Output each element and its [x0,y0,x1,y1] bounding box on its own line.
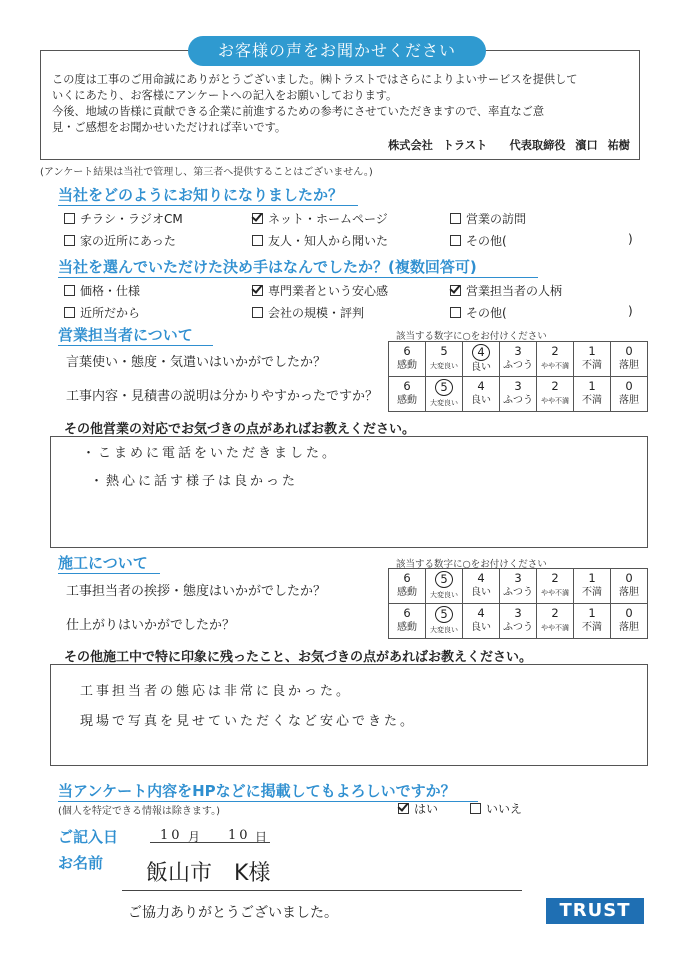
sales-comment-line: ・熱心に話す様子は良かった [90,474,299,489]
q2-heading: 当社を選んでいただけた決め手はなんでしたか？(複数回答可) [58,256,538,278]
sales-question: 工事内容・見積書の説明は分かりやすかったですか？ [66,389,379,404]
rating-number: 6 [403,379,411,393]
checkbox[interactable] [252,235,263,246]
sales-question: 言葉使い・態度・気遣いはいかがでしたか？ [66,355,327,370]
date-month-unit: 月 [188,830,201,844]
checkbox[interactable] [450,213,461,224]
checkbox-checked[interactable] [450,285,461,296]
selected-circle: 5 [435,571,453,588]
q1-option[interactable]: チラシ・ラジオCM [64,210,183,227]
rating-label: 不満 [582,587,602,598]
rating-caption: 該当する数字に○をお付けください [396,331,547,342]
rating-number: 1 [588,571,596,585]
rating-number: 2 [551,571,559,585]
checkbox-checked[interactable] [252,285,263,296]
rating-cell[interactable] [537,342,574,377]
q2-option[interactable]: 近所だから [64,304,140,321]
checkbox[interactable] [252,307,263,318]
rating-cell[interactable] [574,604,611,639]
rating-number: 6 [403,344,411,358]
rating-label: 大変良い [430,626,458,634]
rating-cell[interactable] [500,377,537,412]
rating-number [463,342,499,361]
date-day[interactable]: 10 [228,828,251,843]
q1-option[interactable]: 家の近所にあった [64,232,176,249]
sales-heading: 営業担当者について [58,324,213,346]
rating-label: ふつう [503,587,533,598]
signature: 株式会社 トラスト 代表取締役 濱口 祐樹 [388,139,630,152]
rating-number: 4 [477,571,485,585]
q1-heading: 当社をどのようにお知りになりましたか？ [58,184,358,206]
rating-cell[interactable] [500,342,537,377]
rating-cell[interactable] [611,604,648,639]
rating-label: 感動 [397,622,417,633]
rating-cell[interactable] [426,342,463,377]
publish-note: (個人を特定できる情報は除きます。) [58,806,221,817]
rating-number [426,604,462,623]
rating-cell[interactable] [389,342,426,377]
rating-number: 3 [514,606,522,620]
name-underline [122,890,522,891]
name-value[interactable]: 飯山市 K様 [146,861,271,886]
construction-comment-line: 現場で写真を見せていただくなど安心できた。 [80,714,417,729]
publish-yes-option[interactable]: はい [398,800,438,817]
checkbox[interactable] [64,235,75,246]
name-label: お名前 [58,854,104,872]
rating-number: 6 [403,606,411,620]
intro-line: いくにあたり、お客様にアンケートへの記入をお願いしております。 [52,89,398,102]
rating-cell[interactable] [537,604,574,639]
rating-cell[interactable] [463,569,500,604]
rating-number: 2 [551,379,559,393]
q1-option[interactable]: ネット・ホームページ [252,210,388,227]
q2-option[interactable]: 営業担当者の人柄 [450,282,562,299]
rating-label: ふつう [503,360,533,371]
q2-option[interactable]: 専門業者という安心感 [252,282,388,299]
rating-label: 大変良い [430,399,458,407]
rating-label: やや不満 [541,397,569,405]
rating-label: やや不満 [541,362,569,370]
rating-cell[interactable] [611,569,648,604]
rating-label: 不満 [582,622,602,633]
rating-label: 不満 [582,395,602,406]
intro-line: 見・ご感想をお聞かせいただければ幸いです。 [52,121,287,134]
checkbox[interactable] [64,285,75,296]
close-paren: ) [628,232,633,246]
close-paren: ) [628,304,633,318]
sales-comment-prompt: その他営業の対応でお気づきの点があればお教えください。 [64,422,416,437]
rating-label: 落胆 [619,360,639,371]
rating-number: 1 [588,344,596,358]
rating-label: 良い [471,395,491,406]
rating-cell[interactable] [574,342,611,377]
checkbox-checked[interactable] [398,803,409,814]
sales-comment-line: ・こまめに電話をいただきました。 [82,446,339,461]
trust-logo: TRUST [546,898,644,924]
rating-label: 落胆 [619,587,639,598]
publish-no-option[interactable]: いいえ [470,800,522,817]
rating-number: 4 [477,379,485,393]
q1-option[interactable]: その他( [450,232,507,249]
construction-heading: 施工について [58,552,160,574]
rating-label: 落胆 [619,395,639,406]
selected-circle: 5 [435,379,453,396]
intro-text [52,72,632,136]
rating-label: 大変良い [430,362,458,370]
rating-number [426,377,462,396]
checkbox[interactable] [64,213,75,224]
rating-label: 落胆 [619,622,639,633]
checkbox[interactable] [450,307,461,318]
checkbox-checked[interactable] [252,213,263,224]
construction-question: 仕上がりはいかがでしたか？ [66,618,236,633]
rating-number: 2 [551,606,559,620]
rating-number [426,569,462,588]
checkbox[interactable] [470,803,481,814]
rating-number: 6 [403,571,411,585]
rating-cell[interactable] [537,377,574,412]
rating-row [389,569,648,604]
survey-title: お客様の声をお聞かせください [188,36,486,66]
construction-comment-prompt: その他施工中で特に印象に残ったこと、お気づきの点があればお教えください。 [64,650,533,665]
rating-cell[interactable] [389,604,426,639]
construction-question: 工事担当者の挨拶・態度はいかがでしたか？ [66,584,327,599]
date-day-unit: 日 [255,830,268,844]
rating-number: 0 [625,344,633,358]
intro-line: この度は工事のご用命誠にありがとうございました。㈱トラストではさらによりよいサービスを提供して [52,73,578,86]
rating-cell[interactable] [500,569,537,604]
rating-number: 0 [625,606,633,620]
rating-cell[interactable] [389,569,426,604]
date-month[interactable]: 10 [160,828,183,843]
intro-line: 今後、地域の皆様に貢献できる企業に前進するための参考にさせていただきますので、率直なご意 [52,105,545,118]
rating-label: 良い [471,587,491,598]
rating-number: 1 [588,606,596,620]
selected-circle: 5 [435,606,453,623]
rating-cell[interactable] [463,342,500,377]
rating-cell[interactable] [574,377,611,412]
rating-cell[interactable] [426,569,463,604]
rating-label: 不満 [582,360,602,371]
rating-cell[interactable] [500,604,537,639]
rating-row [389,604,648,639]
rating-label: やや不満 [541,624,569,632]
thanks-text: ご協力ありがとうございました。 [128,905,338,921]
construction-comment-line: 工事担当者の態応は非常に良かった。 [80,684,353,699]
rating-label: 感動 [397,360,417,371]
rating-label: 感動 [397,587,417,598]
rating-cell[interactable] [611,377,648,412]
q1-option[interactable]: 営業の訪問 [450,210,526,227]
rating-label: 良い [471,362,491,373]
construction-rating-table [388,568,648,639]
rating-cell[interactable] [537,569,574,604]
rating-row [389,342,648,377]
publish-heading: 当アンケート内容をHPなどに掲載してもよろしいですか？ [58,780,478,802]
rating-number: 3 [514,571,522,585]
q2-option[interactable]: その他( [450,304,507,321]
q2-option[interactable]: 会社の規模・評判 [252,304,364,321]
rating-cell[interactable] [426,377,463,412]
checkbox[interactable] [450,235,461,246]
rating-label: やや不満 [541,589,569,597]
rating-label: ふつう [503,622,533,633]
rating-cell[interactable] [426,604,463,639]
date-label: ご記入日 [58,828,119,846]
rating-cell[interactable] [389,377,426,412]
rating-cell[interactable] [463,604,500,639]
rating-number: 4 [477,606,485,620]
rating-caption: 該当する数字に○をお付けください [396,559,547,570]
q2-option[interactable]: 価格・仕様 [64,282,140,299]
rating-label: ふつう [503,395,533,406]
rating-number: 2 [551,344,559,358]
rating-label: 良い [471,622,491,633]
rating-cell[interactable] [611,342,648,377]
selected-circle: 4 [472,344,490,361]
q1-option[interactable]: 友人・知人から聞いた [252,232,388,249]
sales-rating-table [388,341,648,412]
rating-number: 3 [514,379,522,393]
rating-cell[interactable] [463,377,500,412]
rating-number: 0 [625,571,633,585]
rating-number: 0 [625,379,633,393]
rating-label: 感動 [397,395,417,406]
rating-number: 1 [588,379,596,393]
rating-row [389,377,648,412]
rating-cell[interactable] [574,569,611,604]
rating-number: 3 [514,344,522,358]
privacy-note: (アンケート結果は当社で管理し、第三者へ提供することはございません。) [40,167,373,178]
rating-label: 大変良い [430,591,458,599]
rating-number: 5 [440,344,448,358]
checkbox[interactable] [64,307,75,318]
